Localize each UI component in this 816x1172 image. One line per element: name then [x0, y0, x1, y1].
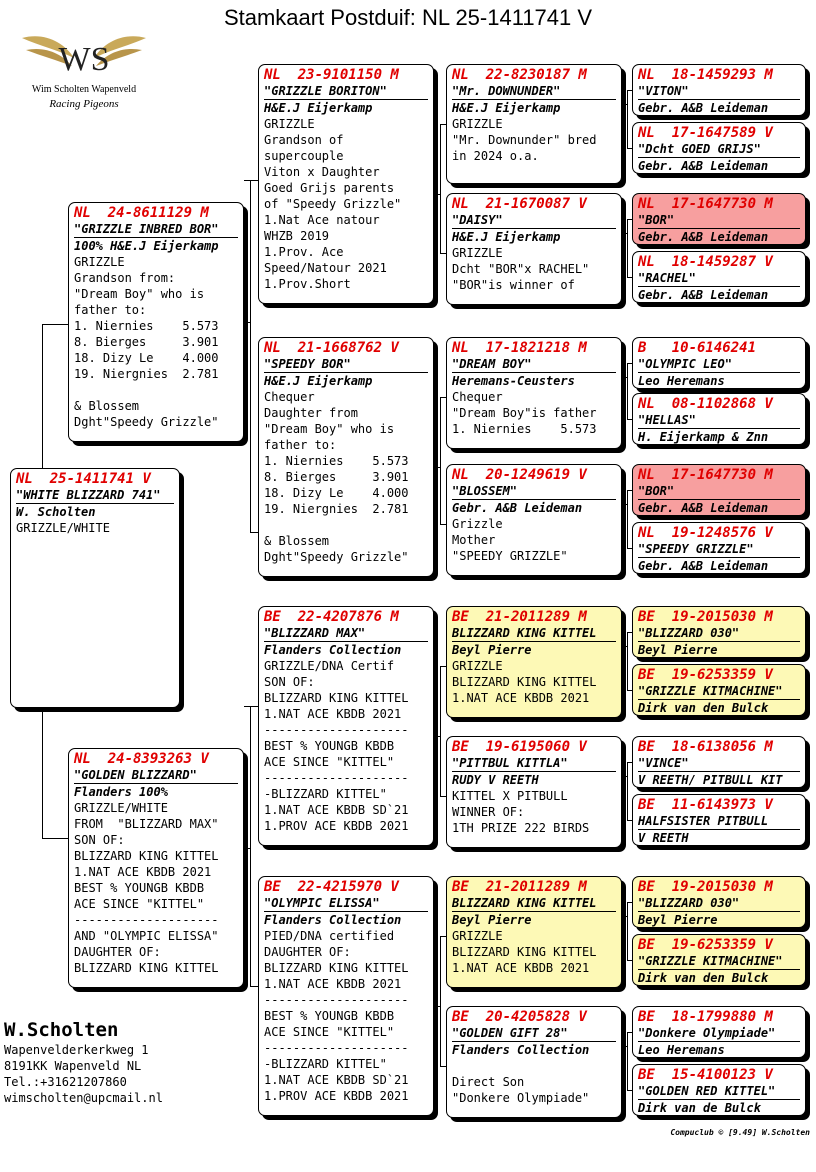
bird-name: "OLYMPIC ELISSA": [264, 895, 428, 912]
ring-number: BE 19-6195060 V: [452, 739, 587, 755]
logo: [14, 28, 154, 120]
pedigree-card-ssd: [446, 193, 622, 305]
bird-notes: GRIZZLE "Mr. Downunder" bred in 2024 o.a.: [452, 117, 597, 163]
pedigree-card-ss: [258, 64, 434, 304]
connector-line: [622, 776, 627, 777]
bird-name: "DREAM BOY": [452, 356, 616, 373]
owner-name: H&E.J Eijerkamp: [452, 101, 561, 115]
connector-line: [42, 838, 68, 839]
ring-number: NL 25-1411741 V: [16, 471, 151, 487]
pedigree-card-g9: [632, 606, 806, 658]
bird-name: BLIZZARD KING KITTEL: [452, 625, 616, 642]
bird-name: "PITTBUL KITTLA": [452, 755, 616, 772]
bird-name: "RACHEL": [638, 270, 800, 287]
owner-name: Dirk van de Bulck: [638, 1101, 761, 1115]
owner-name: Beyl Pierre: [638, 913, 718, 927]
logo-subcaption: Racing Pigeons: [49, 98, 119, 110]
bird-name: "OLYMPIC LEO": [638, 356, 800, 373]
page-title: Stamkaart Postduif: NL 25-1411741 V: [223, 5, 593, 30]
bird-name: "GOLDEN BLIZZARD": [74, 767, 238, 784]
connector-line: [42, 710, 43, 838]
ring-number: NL 17-1647730 M: [638, 467, 773, 483]
ring-number: BE 21-2011289 M: [452, 879, 587, 895]
owner-name: Beyl Pierre: [452, 913, 532, 927]
ring-number: BE 19-6253359 V: [638, 937, 773, 953]
owner-name: V REETH/ PITBULL KIT: [638, 773, 783, 787]
pedigree-card-g16: [632, 1064, 806, 1116]
owner-name: Beyl Pierre: [452, 643, 532, 657]
pedigree-card-sd: [258, 337, 434, 577]
connector-line: [622, 504, 627, 505]
connector-line: [244, 180, 258, 181]
pedigree-card-subject: [10, 468, 180, 708]
bird-name: "VINCE": [638, 755, 800, 772]
owner-name: RUDY V REETH: [452, 773, 539, 787]
connector-line: [627, 902, 628, 960]
ring-number: B 10-6146241: [638, 340, 757, 356]
owner-name: H&E.J Eijerkamp: [264, 101, 373, 115]
connector-line: [434, 194, 440, 195]
ring-number: BE 21-2011289 M: [452, 609, 587, 625]
breeder-phone: Tel.:+31621207860: [4, 1075, 127, 1089]
ring-number: BE 20-4205828 V: [452, 1009, 587, 1025]
bird-name: HALFSISTER PITBULL: [638, 813, 800, 830]
owner-name: Beyl Pierre: [638, 643, 718, 657]
owner-name: Gebr. A&B Leideman: [638, 101, 769, 115]
pedigree-card-g5: [632, 337, 806, 389]
bird-name: "GRIZZLE KITMACHINE": [638, 683, 800, 700]
owner-name: Flanders 100%: [74, 785, 168, 799]
pedigree-card-g4: [632, 251, 806, 303]
bird-name: BLIZZARD KING KITTEL: [452, 895, 616, 912]
bird-name: "DAISY": [452, 212, 616, 229]
breeder-city: 8191KK Wapenveld NL: [4, 1059, 142, 1073]
connector-line: [434, 467, 440, 468]
pedigree-card-dam: [68, 748, 244, 988]
owner-name: H&E.J Eijerkamp: [264, 374, 373, 388]
connector-line: [440, 397, 441, 524]
ring-number: NL 24-8393263 V: [74, 751, 209, 767]
bird-name: "VITON": [638, 83, 800, 100]
pedigree-card-g15: [632, 1006, 806, 1058]
bird-notes: GRIZZLE Grandson from: "Dream Boy" who is father to: 1. Niernies 5.573 8. Bierges 3.901 18. Dizy Le 4.000 19. Niergnies 2.781 & Blossem Dght"Speedy Grizzle": [74, 255, 219, 429]
pedigree-card-dss: [446, 606, 622, 718]
owner-name: Dirk van den Bulck: [638, 971, 769, 985]
pedigree-card-dd: [258, 876, 434, 1116]
pedigree-card-sire: [68, 202, 244, 442]
bird-name: "Dcht GOED GRIJS": [638, 141, 800, 158]
ring-number: NL 18-1459293 M: [638, 67, 773, 83]
pedigree-card-g14: [632, 934, 806, 986]
owner-name: Flanders Collection: [264, 643, 402, 657]
connector-line: [627, 490, 628, 548]
ring-number: NL 21-1670087 V: [452, 196, 587, 212]
logo-monogram: WS: [58, 41, 110, 78]
pedigree-card-g7: [632, 464, 806, 516]
pedigree-card-g1: [632, 64, 806, 116]
bird-name: "BLOSSEM": [452, 483, 616, 500]
pedigree-card-g12: [632, 794, 806, 846]
ring-number: BE 19-2015030 M: [638, 609, 773, 625]
owner-name: Gebr. A&B Leideman: [638, 230, 769, 244]
owner-name: Gebr. A&B Leideman: [638, 288, 769, 302]
bird-name: "SPEEDY BOR": [264, 356, 428, 373]
ring-number: NL 17-1647730 M: [638, 196, 773, 212]
bird-notes: GRIZZLE Dcht "BOR"x RACHEL" "BOR"is winner of: [452, 246, 590, 292]
connector-line: [250, 532, 258, 533]
connector-line: [42, 324, 43, 468]
bird-name: "BOR": [638, 212, 800, 229]
owner-name: Dirk van den Bulck: [638, 701, 769, 715]
connector-line: [622, 233, 627, 234]
ring-number: NL 08-1102868 V: [638, 396, 773, 412]
pedigree-card-g2: [632, 122, 806, 174]
connector-line: [434, 1006, 440, 1007]
connector-line: [622, 916, 627, 917]
bird-name: "GRIZZLE INBRED BOR": [74, 221, 238, 238]
ring-number: NL 19-1248576 V: [638, 525, 773, 541]
connector-line: [627, 219, 628, 277]
bird-name: "Mr. DOWNUNDER": [452, 83, 616, 100]
bird-notes: GRIZZLE Grandson of supercouple Viton x Daughter Goed Grijs parents of "Speedy Grizzle" 1.Nat Ace natour WHZB 2019 1.Prov. Ace Speed/Natour 2021 1.Prov.Short: [264, 117, 402, 291]
bird-notes: Direct Son "Donkere Olympiade": [452, 1075, 590, 1105]
owner-name: Gebr. A&B Leideman: [638, 501, 769, 515]
owner-name: Gebr. A&B Leideman: [638, 159, 769, 173]
ring-number: BE 19-2015030 M: [638, 879, 773, 895]
pedigree-card-g6: [632, 393, 806, 445]
ring-number: NL 22-8230187 M: [452, 67, 587, 83]
bird-name: "GRIZZLE BORITON": [264, 83, 428, 100]
breeder-address: Wapenvelderkerkweg 1: [4, 1043, 149, 1057]
bird-notes: GRIZZLE/WHITE FROM "BLIZZARD MAX" SON OF: BLIZZARD KING KITTEL 1.NAT ACE KBDB 2021 BEST % YOUNGB KBDB ACE SINCE "KITTEL" -------------------- AND "OLYMPIC ELISSA" DAUGHTER OF: BLIZZARD KING KITTEL: [74, 801, 219, 975]
owner-name: Gebr. A&B Leideman: [638, 559, 769, 573]
owner-name: Heremans-Ceusters: [452, 374, 575, 388]
bird-notes: GRIZZLE/DNA Certif SON OF: BLIZZARD KING KITTEL 1.NAT ACE KBDB 2021 -------------------- BEST % YOUNGB KBDB ACE SINCE "KITTEL" -------------------- -BLIZZARD KITTEL" 1.NAT ACE KBDB SD`21 1.PROV ACE KBDB 2021: [264, 659, 409, 833]
ring-number: NL 21-1668762 V: [264, 340, 399, 356]
connector-line: [622, 377, 627, 378]
pedigree-card-sdd: [446, 464, 622, 576]
connector-line: [244, 322, 250, 323]
bird-name: "SPEEDY GRIZZLE": [638, 541, 800, 558]
pedigree-card-g10: [632, 664, 806, 716]
ring-number: NL 24-8611129 M: [74, 205, 209, 221]
owner-name: H&E.J Eijerkamp: [452, 230, 561, 244]
connector-line: [244, 706, 258, 707]
bird-name: "HELLAS": [638, 412, 800, 429]
owner-name: Leo Heremans: [638, 374, 725, 388]
bird-notes: Chequer "Dream Boy"is father 1. Niernies 5.573: [452, 390, 597, 436]
bird-notes: GRIZZLE BLIZZARD KING KITTEL 1.NAT ACE KBDB 2021: [452, 929, 597, 975]
ring-number: BE 18-1799880 M: [638, 1009, 773, 1025]
ring-number: NL 18-1459287 V: [638, 254, 773, 270]
ring-number: BE 19-6253359 V: [638, 667, 773, 683]
connector-line: [250, 180, 251, 532]
ring-number: BE 22-4215970 V: [264, 879, 399, 895]
bird-name: "BOR": [638, 483, 800, 500]
pedigree-card-dds: [446, 876, 622, 988]
ring-number: NL 20-1249619 V: [452, 467, 587, 483]
owner-name: Flanders Collection: [452, 1043, 590, 1057]
bird-notes: Grizzle Mother "SPEEDY GRIZZLE": [452, 517, 568, 563]
owner-name: 100% H&E.J Eijerkamp: [74, 239, 219, 253]
breeder-email: wimscholten@upcmail.nl: [4, 1091, 163, 1105]
ring-number: NL 17-1821218 M: [452, 340, 587, 356]
connector-line: [244, 848, 250, 849]
owner-name: V REETH: [638, 831, 689, 845]
connector-line: [627, 762, 628, 820]
bird-name: "GOLDEN RED KITTEL": [638, 1083, 800, 1100]
bird-name: "BLIZZARD MAX": [264, 625, 428, 642]
connector-line: [440, 124, 441, 253]
bird-notes: GRIZZLE BLIZZARD KING KITTEL 1.NAT ACE KBDB 2021: [452, 659, 597, 705]
pedigree-card-g13: [632, 876, 806, 928]
connector-line: [434, 736, 440, 737]
pedigree-card-g3: [632, 193, 806, 245]
owner-name: W. Scholten: [16, 505, 96, 519]
bird-notes: GRIZZLE/WHITE: [16, 521, 110, 535]
bird-name: "GOLDEN GIFT 28": [452, 1025, 616, 1042]
connector-line: [627, 1032, 628, 1090]
connector-line: [627, 363, 628, 419]
pedigree-card-g8: [632, 522, 806, 574]
bird-name: "BLIZZARD 030": [638, 625, 800, 642]
breeder-name: W.Scholten: [4, 1019, 119, 1041]
connector-line: [622, 1046, 627, 1047]
connector-line: [250, 706, 251, 986]
ring-number: NL 17-1647589 V: [638, 125, 773, 141]
pedigree-card-ddd: [446, 1006, 622, 1118]
owner-name: Leo Heremans: [638, 1043, 725, 1057]
bird-name: "WHITE BLIZZARD 741": [16, 487, 174, 504]
ring-number: BE 11-6143973 V: [638, 797, 773, 813]
logo-caption: Wim Scholten Wapenveld: [31, 84, 137, 95]
bird-name: "BLIZZARD 030": [638, 895, 800, 912]
pedigree-card-sds: [446, 337, 622, 449]
connector-line: [627, 632, 628, 690]
connector-line: [622, 104, 627, 105]
connector-line: [42, 324, 68, 325]
ring-number: NL 23-9101150 M: [264, 67, 399, 83]
connector-line: [250, 986, 258, 987]
connector-line: [440, 666, 441, 796]
bird-notes: Chequer Daughter from "Dream Boy" who is father to: 1. Niernies 5.573 8. Bierges 3.901 18. Dizy Le 4.000 19. Niergnies 2.781 & Blossem Dght"Speedy Grizzle": [264, 390, 409, 564]
pedigree-card-sss: [446, 64, 622, 184]
ring-number: BE 22-4207876 M: [264, 609, 399, 625]
connector-line: [622, 646, 627, 647]
ring-number: BE 18-6138056 M: [638, 739, 773, 755]
breeder-block: [4, 1018, 163, 1106]
connector-line: [440, 936, 441, 1066]
copyright: Compuclub © [9.49] W.Scholten: [670, 1128, 810, 1137]
pedigree-card-ds: [258, 606, 434, 846]
wing-logo-icon: [14, 28, 154, 84]
bird-notes: KITTEL X PITBULL WINNER OF: 1TH PRIZE 222 BIRDS: [452, 789, 590, 835]
connector-line: [627, 90, 628, 148]
ring-number: BE 15-4100123 V: [638, 1067, 773, 1083]
bird-notes: PIED/DNA certified DAUGHTER OF: BLIZZARD KING KITTEL 1.NAT ACE KBDB 2021 -------------------- BEST % YOUNGB KBDB ACE SINCE "KITTEL" -------------------- -BLIZZARD KITTEL" 1.NAT ACE KBDB SD`21 1.PROV ACE KBDB 2021: [264, 929, 409, 1103]
bird-name: "GRIZZLE KITMACHINE": [638, 953, 800, 970]
pedigree-card-dsd: [446, 736, 622, 848]
owner-name: H. Eijerkamp & Znn: [638, 430, 769, 444]
owner-name: Gebr. A&B Leideman: [452, 501, 583, 515]
owner-name: Flanders Collection: [264, 913, 402, 927]
pedigree-card-g11: [632, 736, 806, 788]
bird-name: "Donkere Olympiade": [638, 1025, 800, 1042]
